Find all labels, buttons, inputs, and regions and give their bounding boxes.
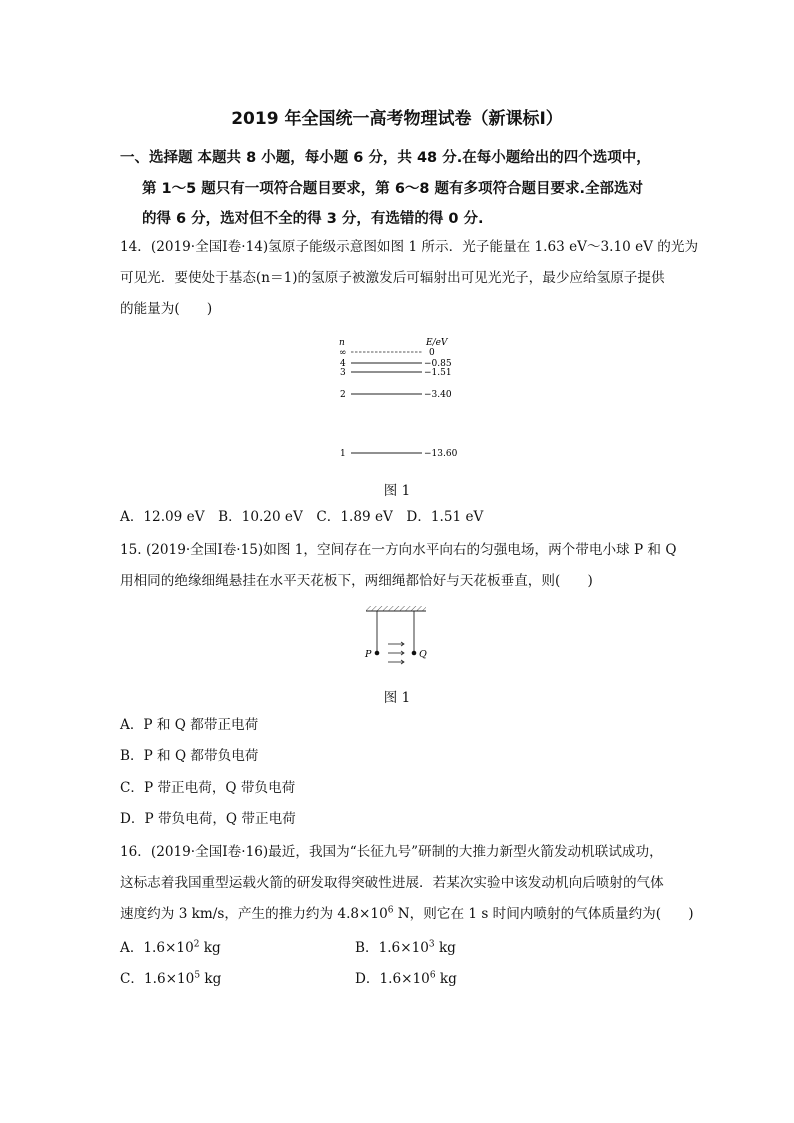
- q16-option-b: B．$1.6\times 10^3$ kg: [355, 939, 456, 956]
- level-n-1: 1: [340, 449, 346, 459]
- level-n-3: 3: [340, 368, 346, 378]
- q15-option-d: D．P 带负电荷，Q 带正电荷: [120, 811, 296, 827]
- q15-option-a: A．P 和 Q 都带正电荷: [120, 717, 259, 733]
- level-e-3: −1.51: [424, 368, 452, 378]
- q14-stem-line-3: 的能量为( ): [120, 301, 213, 317]
- section-instructions-line-1: 一、选择题 本题共 8 小题，每小题 6 分，共 48 分.在每小题给出的四个选项中，: [120, 150, 651, 166]
- q16-stem-line-2: 这标志着我国重型运载火箭的研发取得突破性进展．若某次实验中该发动机向后喷射的气体: [120, 875, 664, 891]
- ball-q: [412, 651, 417, 656]
- energy-level-diagram: [330, 332, 470, 467]
- charged-balls-diagram: [362, 603, 434, 671]
- level-e-2: −3.40: [424, 390, 452, 400]
- section-instructions-line-2: 第 1～5 题只有一项符合题目要求，第 6～8 题有多项符合题目要求.全部选对: [142, 181, 644, 197]
- level-n-inf: ∞: [339, 348, 347, 358]
- section-instructions-line-3: 的得 6 分，选对但不全的得 3 分，有选错的得 0 分.: [142, 211, 484, 227]
- level-n-2: 2: [340, 390, 346, 400]
- q16-stem-line-3-start: 速度约为 3 km/s，产生的推力约为 4.8×10: [120, 906, 388, 922]
- level-e-1: −13.60: [424, 449, 458, 459]
- q15-stem-line-1: 15. (2019·全国Ⅰ卷·15)如图 1，空间存在一方向水平向右的匀强电场，两个带电小球 P 和 Q: [120, 542, 677, 558]
- ball-p: [375, 651, 380, 656]
- q15-figure-caption: 图 1: [383, 690, 411, 706]
- label-p: P: [365, 649, 372, 660]
- q16-stem-line-1: 16．(2019·全国Ⅰ卷·16)最近，我国为“长征九号”研制的大推力新型火箭发动机联试成功，: [120, 844, 663, 860]
- q14-stem-line-2: 可见光．要使处于基态(n＝1)的氢原子被激发后可辐射出可见光光子，最少应给氢原子提供: [120, 270, 665, 286]
- q14-stem-line-1: 14．(2019·全国Ⅰ卷·14)氢原子能级示意图如图 1 所示．光子能量在 1.63 eV～3.10 eV 的光为: [120, 239, 699, 255]
- q16-thrust-exponent: 6: [387, 905, 394, 916]
- diagram-e-label: E/eV: [426, 338, 448, 348]
- q15-option-c: C．P 带正电荷，Q 带负电荷: [120, 780, 296, 796]
- diagram-n-label: n: [339, 338, 345, 348]
- q14-options: A．12.09 eV B．10.20 eV C．1.89 eV D．1.51 eV: [120, 509, 484, 525]
- q16-option-a: A．$1.6\times 10^2$ kg: [120, 939, 221, 956]
- level-n-4: 4: [340, 359, 346, 369]
- q15-stem-line-2: 用相同的绝缘细绳悬挂在水平天花板下，两细绳都恰好与天花板垂直，则( ): [120, 573, 593, 589]
- page-title: 2019 年全国统一高考物理试卷（新课标Ⅰ）: [231, 109, 563, 129]
- q16-option-c: C．$1.6\times 10^5$ kg: [120, 970, 222, 987]
- label-q: Q: [419, 649, 427, 660]
- q16-stem-line-3: [120, 905, 694, 923]
- level-e-inf: 0: [429, 348, 435, 358]
- q16-option-d: D．$1.6\times 10^6$ kg: [355, 970, 457, 987]
- q16-stem-line-3-end: N，则它在 1 s 时间内喷射的气体质量约为( ): [393, 906, 694, 922]
- level-e-4: −0.85: [424, 359, 452, 369]
- q15-option-b: B．P 和 Q 都带负电荷: [120, 748, 259, 764]
- q14-figure-caption: 图 1: [383, 483, 411, 499]
- ceiling-hatch: [366, 606, 426, 611]
- field-arrows: [388, 642, 404, 664]
